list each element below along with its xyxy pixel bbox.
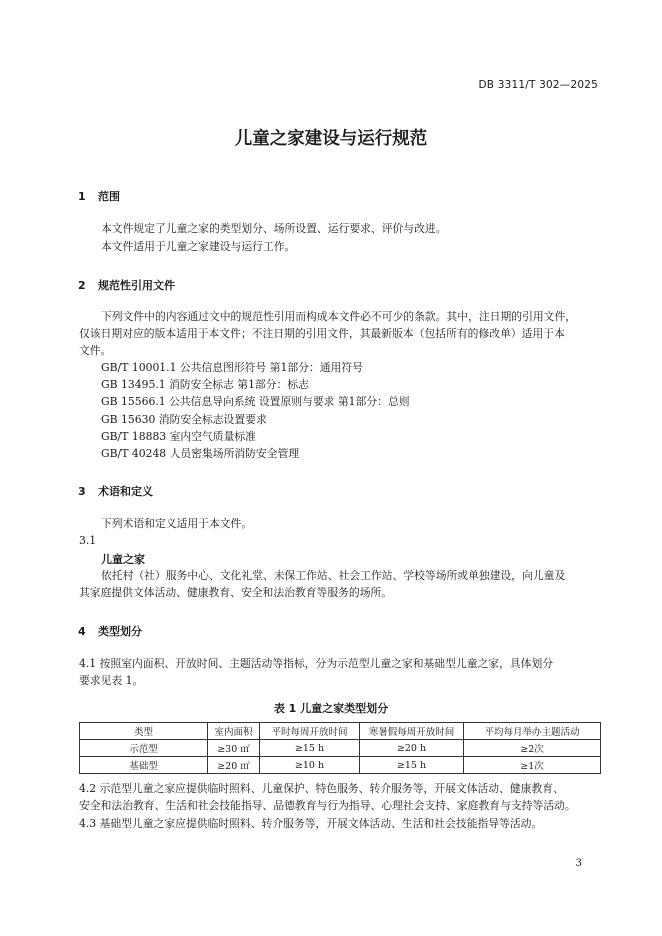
- ref-item: GB/T 40248 人员密集场所消防安全管理: [101, 447, 300, 460]
- table-row: [80, 740, 601, 757]
- table-header-cell: 室内面积: [208, 723, 260, 740]
- table-header-row: [80, 723, 601, 740]
- table-cell: ≥20 ㎡: [208, 757, 260, 774]
- type-classification-table: [79, 722, 601, 774]
- table-cell: ≥1次: [464, 757, 601, 774]
- table-cell: ≥2次: [464, 740, 601, 757]
- table-cell: 示范型: [80, 740, 208, 757]
- table-cell: 基础型: [80, 757, 208, 774]
- scope-paragraph-2: 本文件适用于儿童之家建设与运行工作。: [101, 240, 296, 253]
- table-cell: ≥20 h: [360, 740, 464, 757]
- table-header-cell: 寒暑假每周开放时间: [360, 723, 464, 740]
- ref-item: GB 15566.1 公共信息导向系统 设置原则与要求 第1部分：总则: [101, 395, 410, 408]
- section-title: 范围: [98, 190, 120, 203]
- term-definition-line-2: 其家庭提供文体活动、健康教育、安全和法治教育等服务的场所。: [79, 586, 393, 599]
- ref-item: GB/T 10001.1 公共信息图形符号 第1部分：通用符号: [101, 361, 363, 374]
- section-title: 规范性引用文件: [98, 279, 175, 292]
- table-cell: ≥15 h: [360, 757, 464, 774]
- table-caption: 表 1 儿童之家类型划分: [273, 702, 389, 715]
- clause-4-2-line-2: 安全和法治教育、生活和社会技能指导、品德教育与行为指导、心理社会支持、家庭教育与支持等活动。: [79, 799, 576, 812]
- table-header-cell: 平时每周开放时间: [260, 723, 360, 740]
- scope-paragraph-1: 本文件规定了儿童之家的类型划分、场所设置、运行要求、评价与改进。: [101, 222, 447, 235]
- clause-4-1-line-2: 要求见表 1。: [79, 674, 144, 687]
- table-row: [80, 757, 601, 774]
- section-4-heading: [78, 623, 142, 639]
- section-title: 术语和定义: [98, 485, 153, 498]
- section-number: 2: [78, 279, 86, 292]
- section-number: 4: [78, 625, 86, 638]
- term-name: 儿童之家: [101, 553, 145, 566]
- section-number: 1: [78, 190, 86, 203]
- page-number: 3: [575, 858, 582, 869]
- table-cell: ≥30 ㎡: [208, 740, 260, 757]
- ref-item: GB 13495.1 消防安全标志 第1部分：标志: [101, 378, 309, 391]
- section-2-heading: [78, 277, 175, 293]
- clause-4-2-line-1: 4.2 示范型儿童之家应提供临时照料、儿童保护、特色服务、转介服务等，开展文体活动、健康教育、: [79, 782, 564, 795]
- section-number: 3: [78, 485, 86, 498]
- refs-intro-line-1: 下列文件中的内容通过文中的规范性引用而构成本文件必不可少的条款。其中，注日期的引用文件，: [101, 310, 577, 323]
- terms-intro: 下列术语和定义适用于本文件。: [101, 517, 253, 530]
- refs-intro-line-2: 仅该日期对应的版本适用于本文件；不注日期的引用文件，其最新版本（包括所有的修改单）适用于本: [79, 327, 565, 340]
- standard-code: DB 3311/T 302—2025: [478, 79, 598, 91]
- section-1-heading: [78, 188, 120, 204]
- table-header-cell: 平均每月举办主题活动: [464, 723, 601, 740]
- clause-4-3: 4.3 基础型儿童之家应提供临时照料、转介服务等，开展文体活动、生活和社会技能指导等活动。: [79, 817, 543, 830]
- table-cell: ≥15 h: [260, 740, 360, 757]
- document-title: 儿童之家建设与运行规范: [234, 129, 428, 149]
- term-definition-line-1: 依托村（社）服务中心、文化礼堂、未保工作站、社会工作站、学校等场所或单独建设，向儿童及: [101, 569, 566, 582]
- term-number: 3.1: [79, 534, 97, 547]
- table-header-cell: 类型: [80, 723, 208, 740]
- clause-4-1-line-1: 4.1 按照室内面积、开放时间、主题活动等指标，分为示范型儿童之家和基础型儿童之家，具体划分: [79, 657, 554, 670]
- ref-item: GB 15630 消防安全标志设置要求: [101, 413, 267, 426]
- section-3-heading: [78, 483, 153, 499]
- section-title: 类型划分: [98, 625, 142, 638]
- ref-item: GB/T 18883 室内空气质量标准: [101, 430, 256, 443]
- table-cell: ≥10 h: [260, 757, 360, 774]
- refs-intro-line-3: 文件。: [79, 344, 112, 357]
